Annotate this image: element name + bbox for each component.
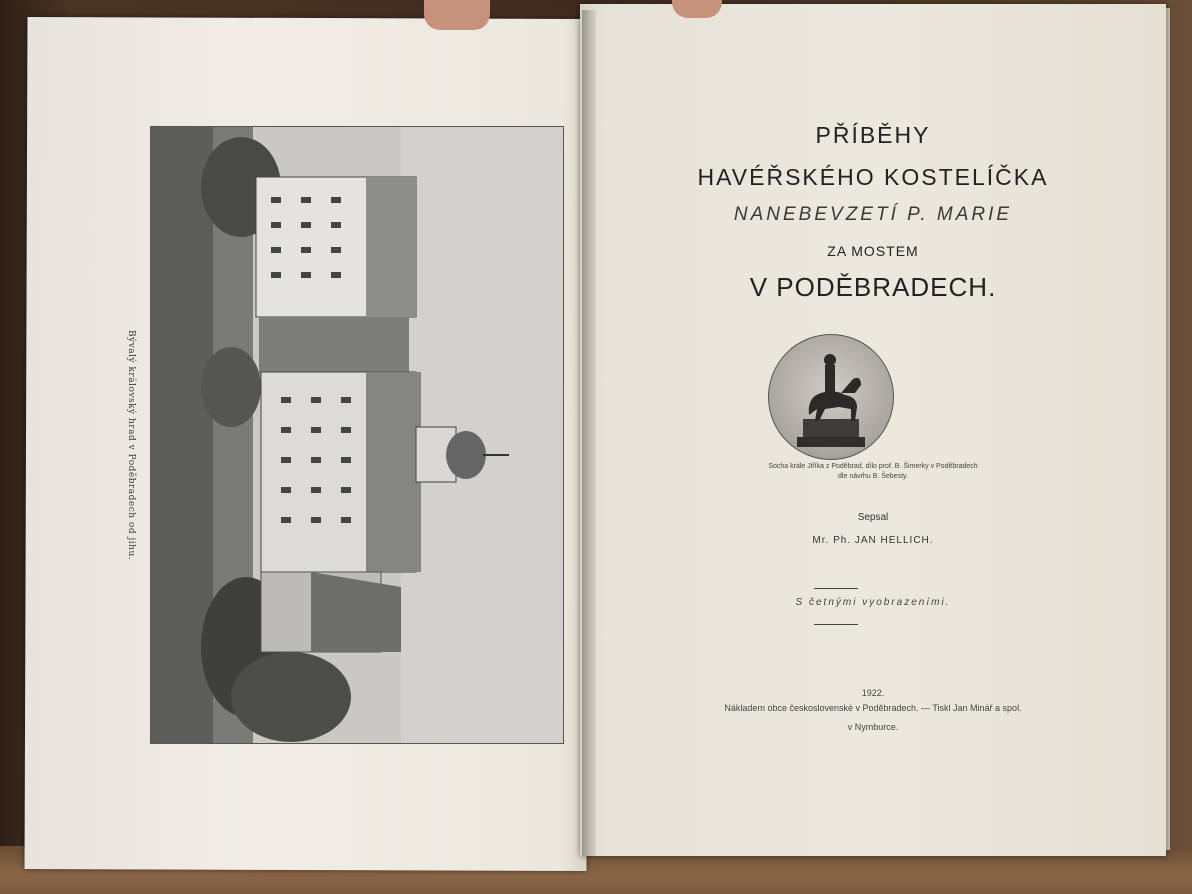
divider-bottom <box>814 624 858 625</box>
imprint-line-1: Nákladem obce československé v Poděbradech. — Tiskl Jan Minář a spol. <box>724 703 1022 713</box>
title-line-1: PŘÍBĚHY <box>815 122 931 148</box>
medallion-caption-line-1: Socha krále Jiříka z Poděbrad, dílo prof. B. Šimerky v Poděbradech <box>768 463 978 470</box>
title-line-5: V PODĚBRADECH. <box>749 272 997 302</box>
medallion-caption <box>580 462 1166 482</box>
illustrations-note: S četnými vyobrazeními. <box>795 597 951 608</box>
imprint-line-2: v Nymburce. <box>847 722 899 732</box>
title-line-3: NANEBEVZETÍ P. MARIE <box>733 204 1013 225</box>
title-line-2: HAVÉŘSKÉHO KOSTELÍČKA <box>697 164 1049 190</box>
equestrian-statue-medallion <box>768 334 894 460</box>
medallion-caption-line-2: dle návrhu B. Šebesty. <box>838 473 908 480</box>
author-name: Mr. Ph. JAN HELLICH. <box>812 535 934 546</box>
publication-year: 1922. <box>861 688 885 698</box>
title-line-4: ZA MOSTEM <box>827 243 919 259</box>
finger-right <box>672 0 722 18</box>
castle-engraving <box>150 126 564 744</box>
compiled-by-label: Sepsal <box>857 512 889 523</box>
engraving-caption: Bývalý královský hrad v Poděbradech od jihu. <box>126 330 136 561</box>
divider-top <box>814 588 858 589</box>
finger-left <box>424 0 490 30</box>
